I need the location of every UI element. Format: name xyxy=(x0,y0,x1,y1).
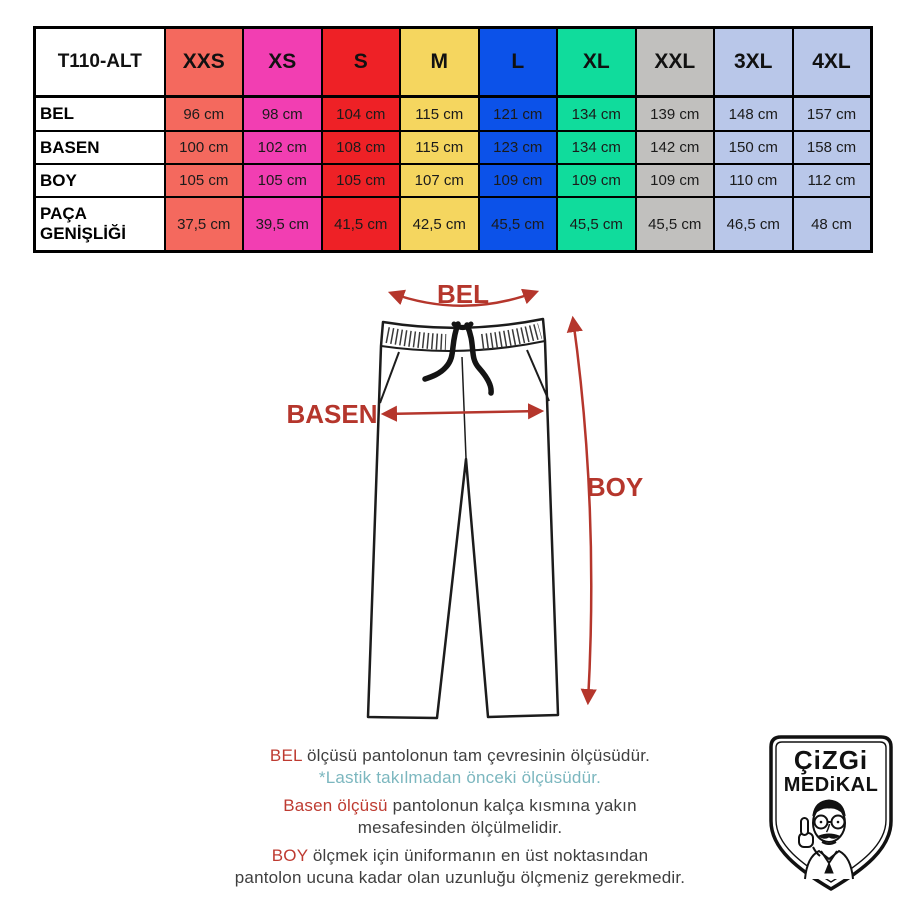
measurement-cell: 45,5 cm xyxy=(636,197,715,252)
measurement-cell: 37,5 cm xyxy=(165,197,244,252)
size-header-m: M xyxy=(400,28,479,97)
note-bel-term: BEL xyxy=(269,746,303,765)
pants-measurement-diagram xyxy=(255,272,665,730)
measurement-cell: 139 cm xyxy=(636,97,715,132)
measurement-cell: 96 cm xyxy=(165,97,244,132)
measurement-cell: 121 cm xyxy=(479,97,558,132)
size-header-l: L xyxy=(479,28,558,97)
measurement-cell: 109 cm xyxy=(557,164,636,197)
boy-arrow xyxy=(573,319,591,702)
size-header-s: S xyxy=(322,28,401,97)
product-code: T110-ALT xyxy=(35,28,165,97)
measurement-cell: 157 cm xyxy=(793,97,872,132)
measurement-cell: 109 cm xyxy=(636,164,715,197)
note-basen-2: mesafesinden ölçülmelidir. xyxy=(357,818,563,837)
size-header-4xl: 4XL xyxy=(793,28,872,97)
measurement-cell: 104 cm xyxy=(322,97,401,132)
measurement-cell: 105 cm xyxy=(322,164,401,197)
row-label: PAÇA GENİŞLİĞİ xyxy=(35,197,165,252)
logo-line1: ÇiZGi xyxy=(793,745,869,775)
note-basen xyxy=(152,795,768,817)
measurement-cell: 42,5 cm xyxy=(400,197,479,252)
size-header-xxl: XXL xyxy=(636,28,715,97)
brand-logo xyxy=(763,731,899,895)
measurement-notes xyxy=(152,745,768,889)
note-boy-rest: ölçmek için üniformanın en üst noktasından xyxy=(307,846,649,865)
measurement-cell: 39,5 cm xyxy=(243,197,322,252)
measurement-cell: 134 cm xyxy=(557,97,636,132)
measurement-cell: 134 cm xyxy=(557,131,636,164)
measurement-cell: 100 cm xyxy=(165,131,244,164)
measurement-cell: 112 cm xyxy=(793,164,872,197)
measurement-cell: 46,5 cm xyxy=(714,197,793,252)
note-lastik: *Lastik takılmadan önceki ölçüsüdür. xyxy=(318,768,602,787)
table-row xyxy=(35,97,872,132)
size-header-xl: XL xyxy=(557,28,636,97)
note-boy-term: BOY xyxy=(271,846,308,865)
row-label: BOY xyxy=(35,164,165,197)
measurement-cell: 107 cm xyxy=(400,164,479,197)
note-basen-term: Basen ölçüsü xyxy=(283,796,388,815)
drawstring-knot xyxy=(454,324,471,328)
measurement-cell: 110 cm xyxy=(714,164,793,197)
measurement-cell: 115 cm xyxy=(400,131,479,164)
measurement-cell: 45,5 cm xyxy=(557,197,636,252)
note-boy xyxy=(152,845,768,867)
table-row xyxy=(35,131,872,164)
measurement-cell: 105 cm xyxy=(243,164,322,197)
note-bel xyxy=(152,745,768,767)
measurement-cell: 45,5 cm xyxy=(479,197,558,252)
note-basen-rest: pantolonun kalça kısmına yakın xyxy=(387,796,637,815)
measurement-cell: 158 cm xyxy=(793,131,872,164)
note-bel-rest: ölçüsü pantolonun tam çevresinin ölçüsüdür. xyxy=(302,746,651,765)
measurement-cell: 105 cm xyxy=(165,164,244,197)
bel-label: BEL xyxy=(437,279,489,309)
table-row xyxy=(35,164,872,197)
logo-line2: MEDiKAL xyxy=(783,774,879,796)
boy-label: BOY xyxy=(586,472,644,502)
measurement-cell: 123 cm xyxy=(479,131,558,164)
table-row xyxy=(35,197,872,252)
measurement-cell: 48 cm xyxy=(793,197,872,252)
size-header-3xl: 3XL xyxy=(714,28,793,97)
size-header-xs: XS xyxy=(243,28,322,97)
measurement-cell: 150 cm xyxy=(714,131,793,164)
measurement-cell: 102 cm xyxy=(243,131,322,164)
measurement-cell: 148 cm xyxy=(714,97,793,132)
size-header-xxs: XXS xyxy=(165,28,244,97)
measurement-cell: 108 cm xyxy=(322,131,401,164)
basen-label: BASEN xyxy=(286,399,378,429)
size-table xyxy=(33,26,873,253)
measurement-cell: 41,5 cm xyxy=(322,197,401,252)
row-label: BEL xyxy=(35,97,165,132)
measurement-cell: 142 cm xyxy=(636,131,715,164)
measurement-cell: 115 cm xyxy=(400,97,479,132)
row-label: BASEN xyxy=(35,131,165,164)
note-boy-2: pantolon ucuna kadar olan uzunluğu ölçmeniz gerekmedir. xyxy=(234,868,686,887)
measurement-cell: 109 cm xyxy=(479,164,558,197)
measurement-cell: 98 cm xyxy=(243,97,322,132)
